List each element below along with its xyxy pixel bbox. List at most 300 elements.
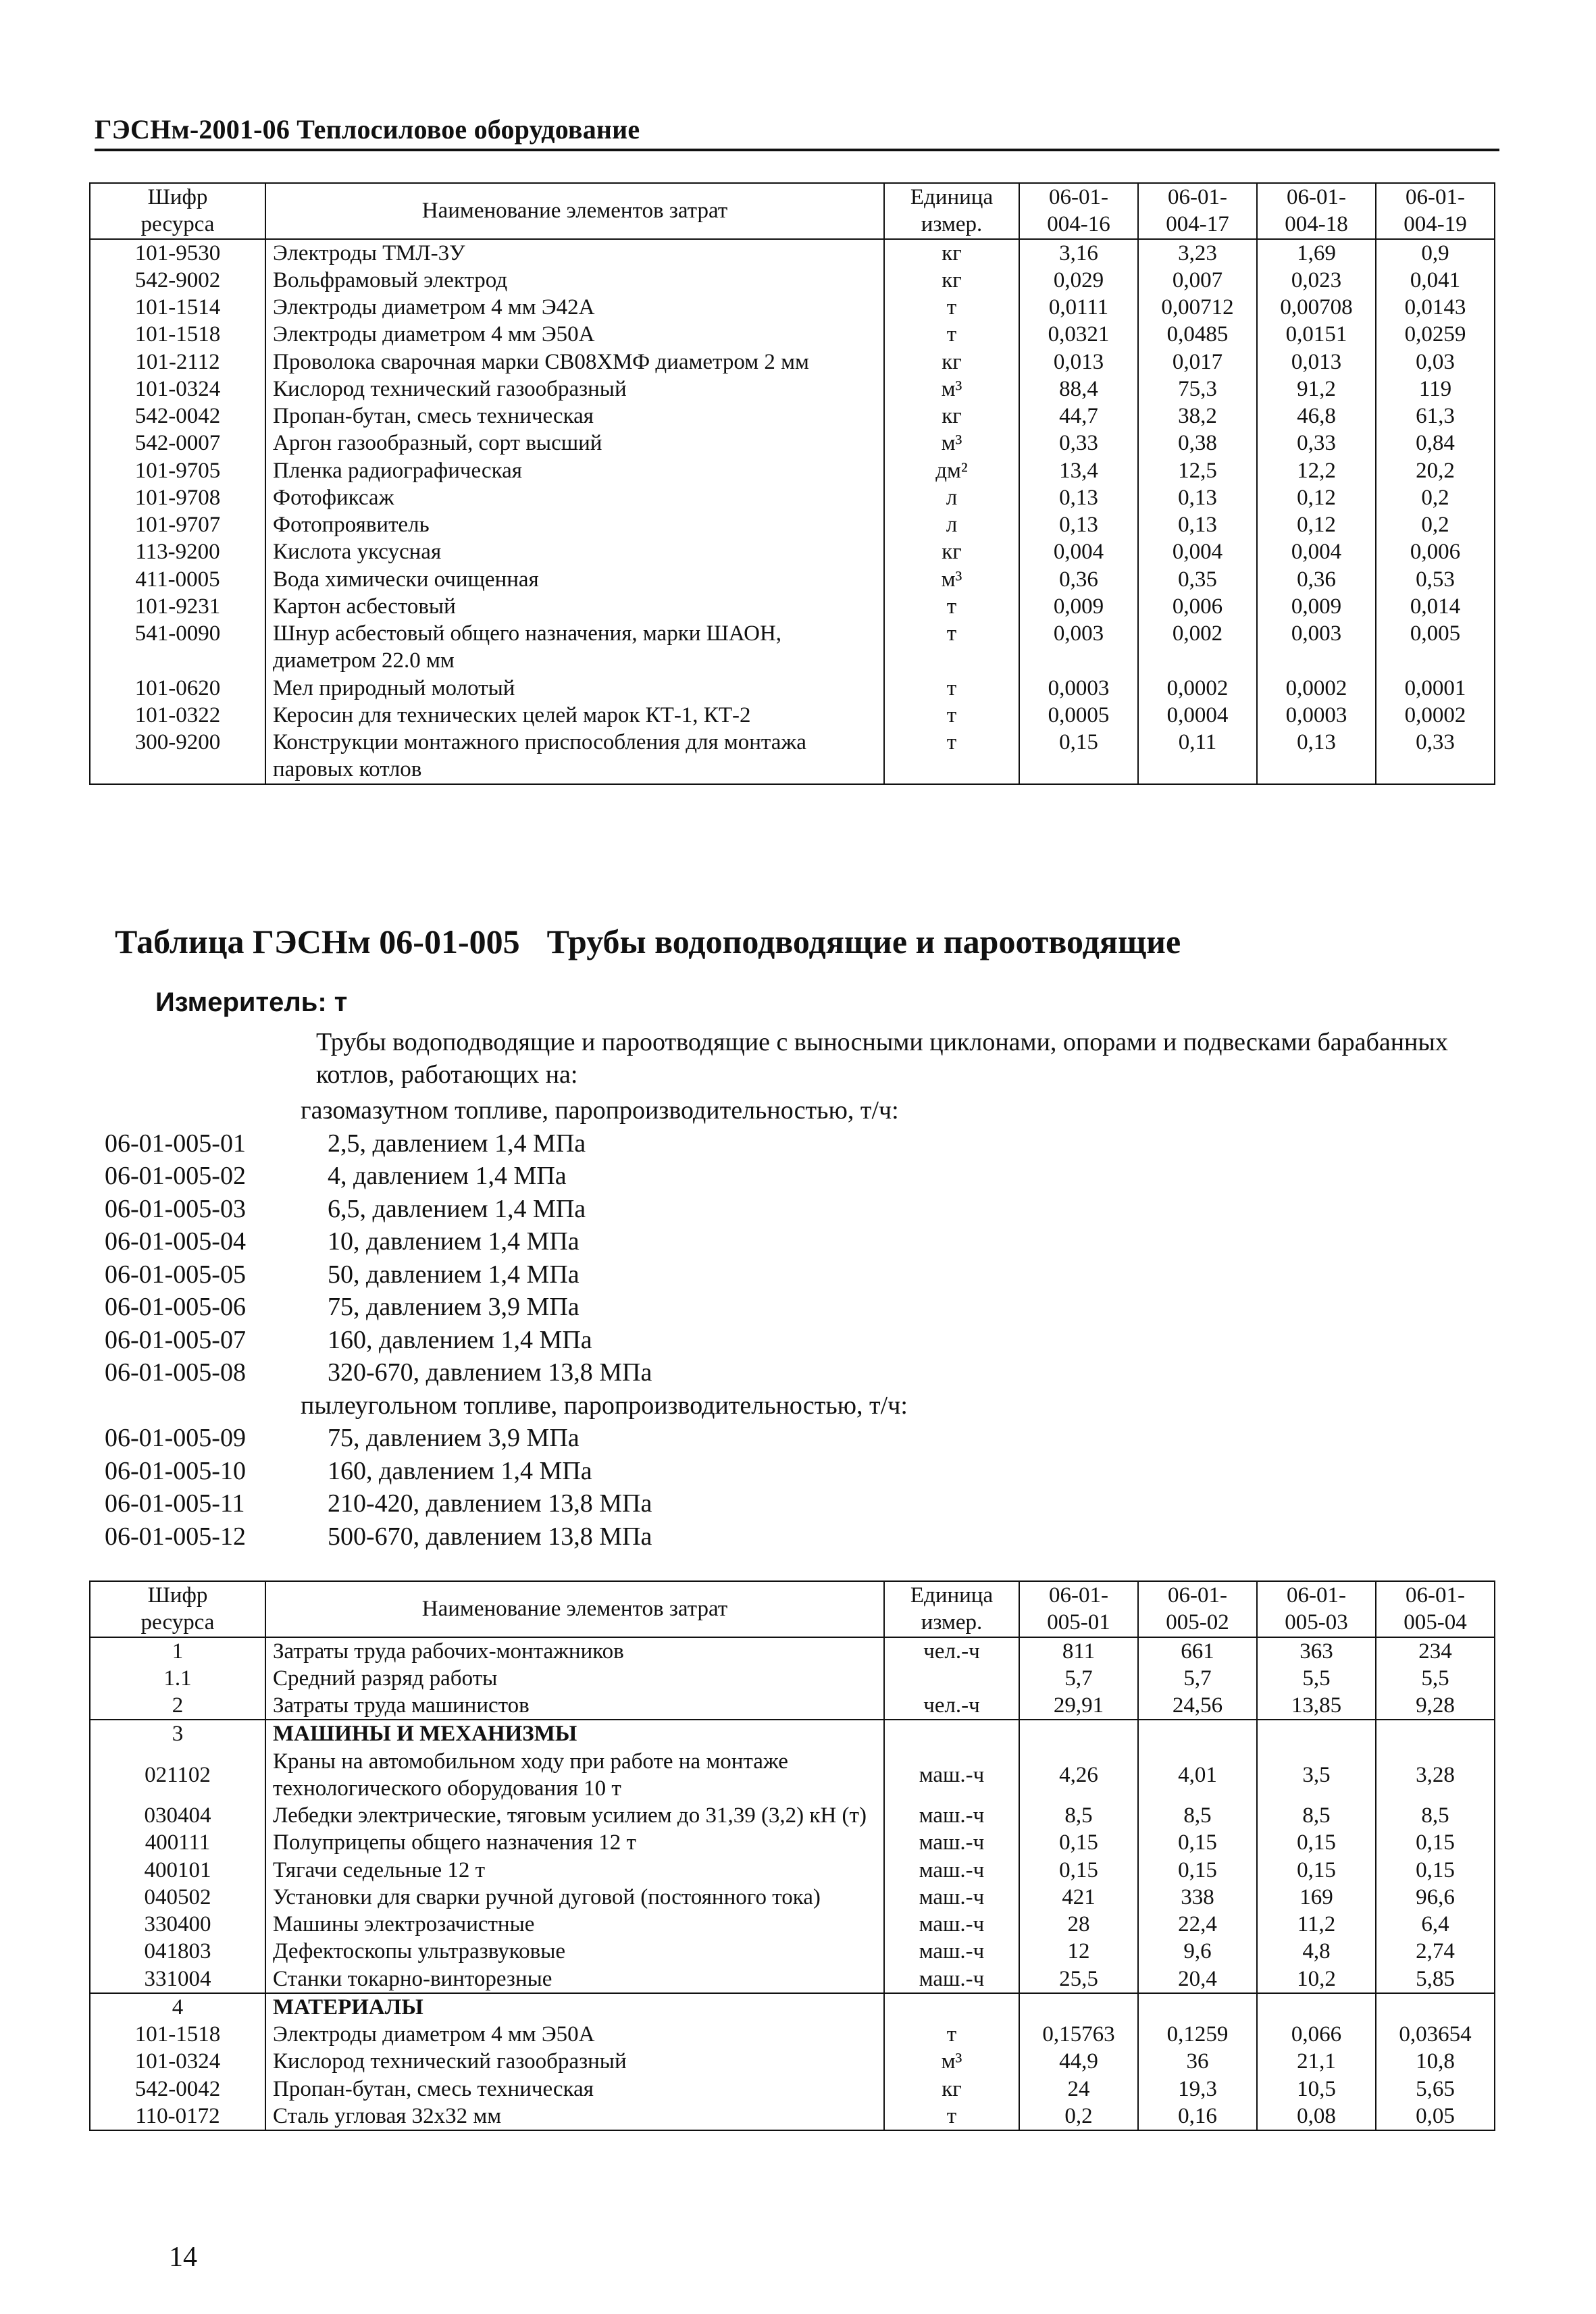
header-col: 06-01- 004-19: [1376, 183, 1495, 239]
resource-code: 1: [90, 1637, 265, 1665]
unit-of-measure: кг: [884, 267, 1019, 294]
resource-code: 101-9707: [90, 511, 265, 538]
norm-value: 0,11: [1138, 729, 1257, 784]
norm-value: 0,38: [1138, 430, 1257, 457]
cost-element-name: Кислота уксусная: [265, 538, 884, 565]
unit-of-measure: м³: [884, 376, 1019, 403]
norm-value: 0,16: [1138, 2103, 1257, 2130]
norm-value: 0,0143: [1376, 294, 1495, 321]
norm-value: 10,8: [1376, 2048, 1495, 2075]
norm-value: 8,5: [1019, 1802, 1138, 1829]
unit-of-measure: л: [884, 511, 1019, 538]
resource-code: 400111: [90, 1829, 265, 1856]
norm-value: 0,066: [1257, 2021, 1376, 2048]
norm-item: [105, 1160, 1118, 1193]
norm-value: 0,0259: [1376, 321, 1495, 348]
norm-value: 0,36: [1257, 566, 1376, 593]
norm-item: [105, 1356, 1118, 1389]
cost-element-name: МАШИНЫ И МЕХАНИЗМЫ: [265, 1720, 884, 1747]
resource-code: 400101: [90, 1857, 265, 1884]
norm-value: [1138, 1720, 1257, 1747]
norm-value: 13,85: [1257, 1692, 1376, 1720]
resource-code: 542-0042: [90, 2076, 265, 2103]
norm-value: 0,0111: [1019, 294, 1138, 321]
unit-of-measure: чел.-ч: [884, 1692, 1019, 1720]
resource-code: 331004: [90, 1965, 265, 1993]
norm-value: 811: [1019, 1637, 1138, 1665]
caption-prefix: Таблица ГЭСНм 06-01-005: [115, 923, 520, 960]
resource-code: 101-0324: [90, 376, 265, 403]
resource-code: 542-9002: [90, 267, 265, 294]
norm-value: 0,13: [1019, 511, 1138, 538]
norm-item-list: [105, 1094, 1118, 1553]
norm-value: 20,2: [1376, 457, 1495, 484]
table-row: [90, 403, 1495, 430]
cost-element-name: Затраты труда машинистов: [265, 1692, 884, 1720]
header-name: Наименование элементов затрат: [265, 1581, 884, 1637]
norm-value: 0,0321: [1019, 321, 1138, 348]
cost-element-name: Пропан-бутан, смесь техническая: [265, 2076, 884, 2103]
cost-element-name: Конструкции монтажного приспособления для монтажа паровых котлов: [265, 729, 884, 784]
norm-code: 06-01-005-10: [105, 1456, 246, 1485]
resource-code: 101-9705: [90, 457, 265, 484]
norm-value: 5,7: [1138, 1665, 1257, 1692]
table-row: [90, 620, 1495, 675]
header-col: 06-01- 005-01: [1019, 1581, 1138, 1637]
norm-value: 0,017: [1138, 349, 1257, 376]
norm-value: 9,6: [1138, 1938, 1257, 1965]
table-row: [90, 511, 1495, 538]
cost-element-name: Керосин для технических целей марок КТ-1, КТ-2: [265, 702, 884, 729]
norm-value: 8,5: [1138, 1802, 1257, 1829]
resource-code: 330400: [90, 1911, 265, 1938]
norm-value: 0,15: [1138, 1829, 1257, 1856]
norm-value: 0,041: [1376, 267, 1495, 294]
norm-value: 88,4: [1019, 376, 1138, 403]
norm-value: 0,15: [1257, 1857, 1376, 1884]
norm-item-text: 500-670, давлением 13,8 МПа: [328, 1522, 652, 1551]
running-header: ГЭСНм-2001-06 Теплосиловое оборудование: [95, 114, 640, 145]
table-row: [90, 729, 1495, 784]
norm-value: 44,9: [1019, 2048, 1138, 2075]
header-code: Шифр ресурса: [90, 183, 265, 239]
norm-value: 661: [1138, 1637, 1257, 1665]
unit-of-measure: кг: [884, 2076, 1019, 2103]
norm-value: 234: [1376, 1637, 1495, 1665]
norm-value: 363: [1257, 1637, 1376, 1665]
table-row: [90, 2076, 1495, 2103]
header-col: 06-01- 004-17: [1138, 183, 1257, 239]
norm-value: 36: [1138, 2048, 1257, 2075]
table-row: [90, 1911, 1495, 1938]
table-header-row: [90, 1581, 1495, 1637]
norm-value: 0,0003: [1019, 675, 1138, 702]
norm-item: [105, 1127, 1118, 1160]
norm-value: 0,0004: [1138, 702, 1257, 729]
resource-code: 542-0007: [90, 430, 265, 457]
norm-value: 0,15: [1019, 729, 1138, 784]
norm-item-text: 6,5, давлением 1,4 МПа: [328, 1194, 586, 1223]
table-row: [90, 267, 1495, 294]
table-row: [90, 2103, 1495, 2130]
resource-code: 1.1: [90, 1665, 265, 1692]
header-col: 06-01- 005-04: [1376, 1581, 1495, 1637]
cost-element-name: Мел природный молотый: [265, 675, 884, 702]
table-row: [90, 239, 1495, 267]
norm-code: 06-01-005-06: [105, 1293, 246, 1321]
table-row: [90, 430, 1495, 457]
norm-value: 10,5: [1257, 2076, 1376, 2103]
cost-element-name: Вольфрамовый электрод: [265, 267, 884, 294]
table-row: [90, 1857, 1495, 1884]
norm-code: 06-01-005-12: [105, 1522, 246, 1551]
unit-of-measure: л: [884, 484, 1019, 511]
resource-code: 541-0090: [90, 620, 265, 675]
table-caption: [115, 922, 1181, 961]
norm-value: 169: [1257, 1884, 1376, 1911]
norm-item-text: 210-420, давлением 13,8 МПа: [328, 1489, 652, 1518]
norm-value: 21,1: [1257, 2048, 1376, 2075]
norm-value: 22,4: [1138, 1911, 1257, 1938]
group-title: газомазутном топливе, паропроизводительностью, т/ч:: [301, 1096, 899, 1125]
unit-of-measure: т: [884, 593, 1019, 620]
resource-code: 101-1518: [90, 321, 265, 348]
norm-value: 0,53: [1376, 566, 1495, 593]
table-row: [90, 702, 1495, 729]
header-col: 06-01- 005-03: [1257, 1581, 1376, 1637]
table-row: [90, 484, 1495, 511]
norm-value: 5,5: [1376, 1665, 1495, 1692]
table-row: [90, 457, 1495, 484]
norm-item-text: 75, давлением 3,9 МПа: [328, 1293, 580, 1321]
resource-code: 101-9530: [90, 239, 265, 267]
resource-code: 040502: [90, 1884, 265, 1911]
norm-value: 0,0485: [1138, 321, 1257, 348]
norm-value: 0,33: [1019, 430, 1138, 457]
cost-element-name: Станки токарно-винторезные: [265, 1965, 884, 1993]
norm-value: 19,3: [1138, 2076, 1257, 2103]
norm-item: [105, 1225, 1118, 1258]
norm-value: 0,33: [1376, 729, 1495, 784]
table-row: [90, 376, 1495, 403]
norm-item: [105, 1487, 1118, 1520]
norm-value: 29,91: [1019, 1692, 1138, 1720]
norm-code: 06-01-005-09: [105, 1424, 246, 1452]
work-description: Трубы водоподводящие и пароотводящие с выносными циклонами, опорами и подвесками барабанных котлов, работающих на:: [316, 1028, 1448, 1089]
norm-value: 75,3: [1138, 376, 1257, 403]
norm-code: 06-01-005-01: [105, 1129, 246, 1158]
norm-value: 0,00712: [1138, 294, 1257, 321]
norm-value: 0,014: [1376, 593, 1495, 620]
unit-of-measure: т: [884, 702, 1019, 729]
norm-value: 0,08: [1257, 2103, 1376, 2130]
norm-value: 5,7: [1019, 1665, 1138, 1692]
cost-element-name: Сталь угловая 32x32 мм: [265, 2103, 884, 2130]
cost-element-name: Электроды диаметром 4 мм Э42А: [265, 294, 884, 321]
unit-of-measure: маш.-ч: [884, 1911, 1019, 1938]
meter-label: Измеритель: т: [155, 987, 348, 1017]
norm-item-text: 2,5, давлением 1,4 МПа: [328, 1129, 586, 1158]
norm-item: [105, 1520, 1118, 1553]
table-row: [90, 1965, 1495, 1993]
norm-value: 2,74: [1376, 1938, 1495, 1965]
norm-value: 28: [1019, 1911, 1138, 1938]
norm-value: 0,12: [1257, 511, 1376, 538]
norm-value: 0,003: [1257, 620, 1376, 675]
header-rule: [95, 149, 1499, 151]
norm-value: 0,13: [1138, 484, 1257, 511]
resource-code: 101-0620: [90, 675, 265, 702]
unit-of-measure: [884, 1720, 1019, 1747]
unit-of-measure: маш.-ч: [884, 1748, 1019, 1803]
unit-of-measure: т: [884, 620, 1019, 675]
norm-code: 06-01-005-02: [105, 1162, 246, 1190]
norm-item-text: 160, давлением 1,4 МПа: [328, 1456, 592, 1485]
resources-table-004: [89, 182, 1495, 785]
unit-of-measure: т: [884, 294, 1019, 321]
norm-value: [1257, 1993, 1376, 2021]
resource-code: 110-0172: [90, 2103, 265, 2130]
norm-value: 6,4: [1376, 1911, 1495, 1938]
norm-value: [1376, 1720, 1495, 1747]
resource-code: 101-9231: [90, 593, 265, 620]
norm-item: [105, 1291, 1118, 1324]
norm-value: 1,69: [1257, 239, 1376, 267]
norm-value: 5,65: [1376, 2076, 1495, 2103]
norm-code: 06-01-005-04: [105, 1227, 246, 1256]
norm-value: 8,5: [1376, 1802, 1495, 1829]
norm-item: [105, 1193, 1118, 1226]
norm-value: 24: [1019, 2076, 1138, 2103]
table-row: [90, 593, 1495, 620]
resource-code: 3: [90, 1720, 265, 1747]
norm-item-text: 50, давлением 1,4 МПа: [328, 1260, 580, 1289]
cost-element-name: Фотофиксаж: [265, 484, 884, 511]
norm-value: 25,5: [1019, 1965, 1138, 1993]
norm-value: 0,004: [1019, 538, 1138, 565]
norm-value: 3,16: [1019, 239, 1138, 267]
resource-code: 101-9708: [90, 484, 265, 511]
resource-code: 101-1518: [90, 2021, 265, 2048]
norm-value: 10,2: [1257, 1965, 1376, 1993]
norm-value: 24,56: [1138, 1692, 1257, 1720]
norm-value: 0,2: [1376, 511, 1495, 538]
table-row: [90, 1829, 1495, 1856]
norm-value: 12,2: [1257, 457, 1376, 484]
table-row: [90, 1993, 1495, 2021]
unit-of-measure: т: [884, 2021, 1019, 2048]
norm-value: 0,2: [1376, 484, 1495, 511]
norm-code: 06-01-005-11: [105, 1489, 245, 1518]
norm-value: 0,013: [1019, 349, 1138, 376]
resource-code: 411-0005: [90, 566, 265, 593]
norm-value: 0,15763: [1019, 2021, 1138, 2048]
norm-value: 9,28: [1376, 1692, 1495, 1720]
unit-of-measure: м³: [884, 2048, 1019, 2075]
table-row: [90, 1720, 1495, 1747]
resource-code: 4: [90, 1993, 265, 2021]
caption-title: Трубы водоподводящие и пароотводящие: [546, 923, 1181, 960]
unit-of-measure: кг: [884, 538, 1019, 565]
norm-value: 0,0002: [1138, 675, 1257, 702]
page-number: 14: [169, 2242, 197, 2273]
norm-item-text: 160, давлением 1,4 МПа: [328, 1325, 592, 1354]
norm-item-text: 320-670, давлением 13,8 МПа: [328, 1358, 652, 1387]
cost-element-name: Кислород технический газообразный: [265, 376, 884, 403]
norm-value: 0,13: [1257, 729, 1376, 784]
norm-value: 0,006: [1376, 538, 1495, 565]
unit-of-measure: м³: [884, 566, 1019, 593]
resources-table-005: [89, 1580, 1495, 2131]
table-row: [90, 538, 1495, 565]
cost-element-name: Средний разряд работы: [265, 1665, 884, 1692]
cost-element-name: Шнур асбестовый общего назначения, марки ШАОН, диаметром 22.0 мм: [265, 620, 884, 675]
norm-value: 4,8: [1257, 1938, 1376, 1965]
unit-of-measure: маш.-ч: [884, 1884, 1019, 1911]
norm-value: 0,03654: [1376, 2021, 1495, 2048]
table-row: [90, 1884, 1495, 1911]
resource-code: 041803: [90, 1938, 265, 1965]
unit-of-measure: маш.-ч: [884, 1802, 1019, 1829]
norm-value: 0,0002: [1376, 702, 1495, 729]
unit-of-measure: маш.-ч: [884, 1965, 1019, 1993]
norm-value: [1138, 1993, 1257, 2021]
norm-value: 0,13: [1138, 511, 1257, 538]
header-name: Наименование элементов затрат: [265, 183, 884, 239]
cost-element-name: Дефектоскопы ультразвуковые: [265, 1938, 884, 1965]
norm-value: 0,9: [1376, 239, 1495, 267]
norm-value: 0,03: [1376, 349, 1495, 376]
norm-value: 0,2: [1019, 2103, 1138, 2130]
norm-value: 0,029: [1019, 267, 1138, 294]
resource-code: 030404: [90, 1802, 265, 1829]
unit-of-measure: т: [884, 729, 1019, 784]
norm-value: 5,5: [1257, 1665, 1376, 1692]
norm-value: 119: [1376, 376, 1495, 403]
norm-value: 0,0005: [1019, 702, 1138, 729]
cost-element-name: Лебедки электрические, тяговым усилием до 31,39 (3,2) кН (т): [265, 1802, 884, 1829]
norm-value: 338: [1138, 1884, 1257, 1911]
table-row: [90, 294, 1495, 321]
norm-item: [105, 1422, 1118, 1455]
norm-value: 44,7: [1019, 403, 1138, 430]
norm-value: 421: [1019, 1884, 1138, 1911]
norm-value: 5,85: [1376, 1965, 1495, 1993]
norm-code: 06-01-005-07: [105, 1325, 246, 1354]
norm-code: 06-01-005-08: [105, 1358, 246, 1387]
norm-value: [1376, 1993, 1495, 2021]
norm-value: 0,15: [1019, 1829, 1138, 1856]
norm-value: 0,009: [1019, 593, 1138, 620]
resource-code: 113-9200: [90, 538, 265, 565]
norm-code: 06-01-005-05: [105, 1260, 246, 1289]
unit-of-measure: кг: [884, 349, 1019, 376]
cost-element-name: МАТЕРИАЛЫ: [265, 1993, 884, 2021]
norm-value: 0,023: [1257, 267, 1376, 294]
cost-element-name: Кислород технический газообразный: [265, 2048, 884, 2075]
norm-value: 0,004: [1257, 538, 1376, 565]
cost-element-name: Аргон газообразный, сорт высший: [265, 430, 884, 457]
norm-value: 12,5: [1138, 457, 1257, 484]
table-row: [90, 2048, 1495, 2075]
cost-element-name: Пропан-бутан, смесь техническая: [265, 403, 884, 430]
norm-value: 0,0003: [1257, 702, 1376, 729]
table-row: [90, 1665, 1495, 1692]
norm-value: 0,005: [1376, 620, 1495, 675]
norm-value: 8,5: [1257, 1802, 1376, 1829]
norm-value: 0,007: [1138, 267, 1257, 294]
resource-code: 101-1514: [90, 294, 265, 321]
resource-code: 300-9200: [90, 729, 265, 784]
table-row: [90, 1802, 1495, 1829]
header-unit: Единица измер.: [884, 1581, 1019, 1637]
unit-of-measure: [884, 1665, 1019, 1692]
unit-of-measure: маш.-ч: [884, 1857, 1019, 1884]
cost-element-name: Электроды диаметром 4 мм Э50А: [265, 2021, 884, 2048]
norm-value: 61,3: [1376, 403, 1495, 430]
norm-value: 0,003: [1019, 620, 1138, 675]
norm-item: [105, 1455, 1118, 1488]
header-col: 06-01- 005-02: [1138, 1581, 1257, 1637]
table-row: [90, 2021, 1495, 2048]
resource-code: 2: [90, 1692, 265, 1720]
unit-of-measure: маш.-ч: [884, 1938, 1019, 1965]
norm-value: 46,8: [1257, 403, 1376, 430]
cost-element-name: Электроды ТМЛ-3У: [265, 239, 884, 267]
norm-value: [1019, 1993, 1138, 2021]
resource-code: 101-0322: [90, 702, 265, 729]
norm-value: 3,5: [1257, 1748, 1376, 1803]
norm-value: [1019, 1720, 1138, 1747]
unit-of-measure: т: [884, 2103, 1019, 2130]
table-row: [90, 321, 1495, 348]
norm-value: 0,33: [1257, 430, 1376, 457]
unit-of-measure: кг: [884, 239, 1019, 267]
norm-value: 0,15: [1376, 1857, 1495, 1884]
unit-of-measure: т: [884, 321, 1019, 348]
norm-item-text: 10, давлением 1,4 МПа: [328, 1227, 580, 1256]
group-title: пылеугольном топливе, паропроизводительностью, т/ч:: [301, 1391, 908, 1420]
norm-value: 91,2: [1257, 376, 1376, 403]
resource-code: 542-0042: [90, 403, 265, 430]
norm-value: 0,004: [1138, 538, 1257, 565]
unit-of-measure: маш.-ч: [884, 1829, 1019, 1856]
unit-of-measure: м³: [884, 430, 1019, 457]
norm-value: 0,35: [1138, 566, 1257, 593]
unit-of-measure: [884, 1993, 1019, 2021]
norm-value: 20,4: [1138, 1965, 1257, 1993]
norm-value: 3,23: [1138, 239, 1257, 267]
norm-value: 0,006: [1138, 593, 1257, 620]
norm-value: 11,2: [1257, 1911, 1376, 1938]
norm-value: 38,2: [1138, 403, 1257, 430]
cost-element-name: Краны на автомобильном ходу при работе на монтаже технологического оборудования 10 т: [265, 1748, 884, 1803]
cost-element-name: Установки для сварки ручной дуговой (постоянного тока): [265, 1884, 884, 1911]
header-code: Шифр ресурса: [90, 1581, 265, 1637]
norm-value: [1257, 1720, 1376, 1747]
norm-value: 0,0002: [1257, 675, 1376, 702]
resource-code: 021102: [90, 1748, 265, 1803]
norm-value: 0,009: [1257, 593, 1376, 620]
cost-element-name: Пленка радиографическая: [265, 457, 884, 484]
norm-value: 0,36: [1019, 566, 1138, 593]
norm-value: 4,26: [1019, 1748, 1138, 1803]
cost-element-name: Вода химически очищенная: [265, 566, 884, 593]
norm-value: 0,15: [1138, 1857, 1257, 1884]
table-row: [90, 1938, 1495, 1965]
norm-value: 0,0001: [1376, 675, 1495, 702]
norm-value: 0,84: [1376, 430, 1495, 457]
